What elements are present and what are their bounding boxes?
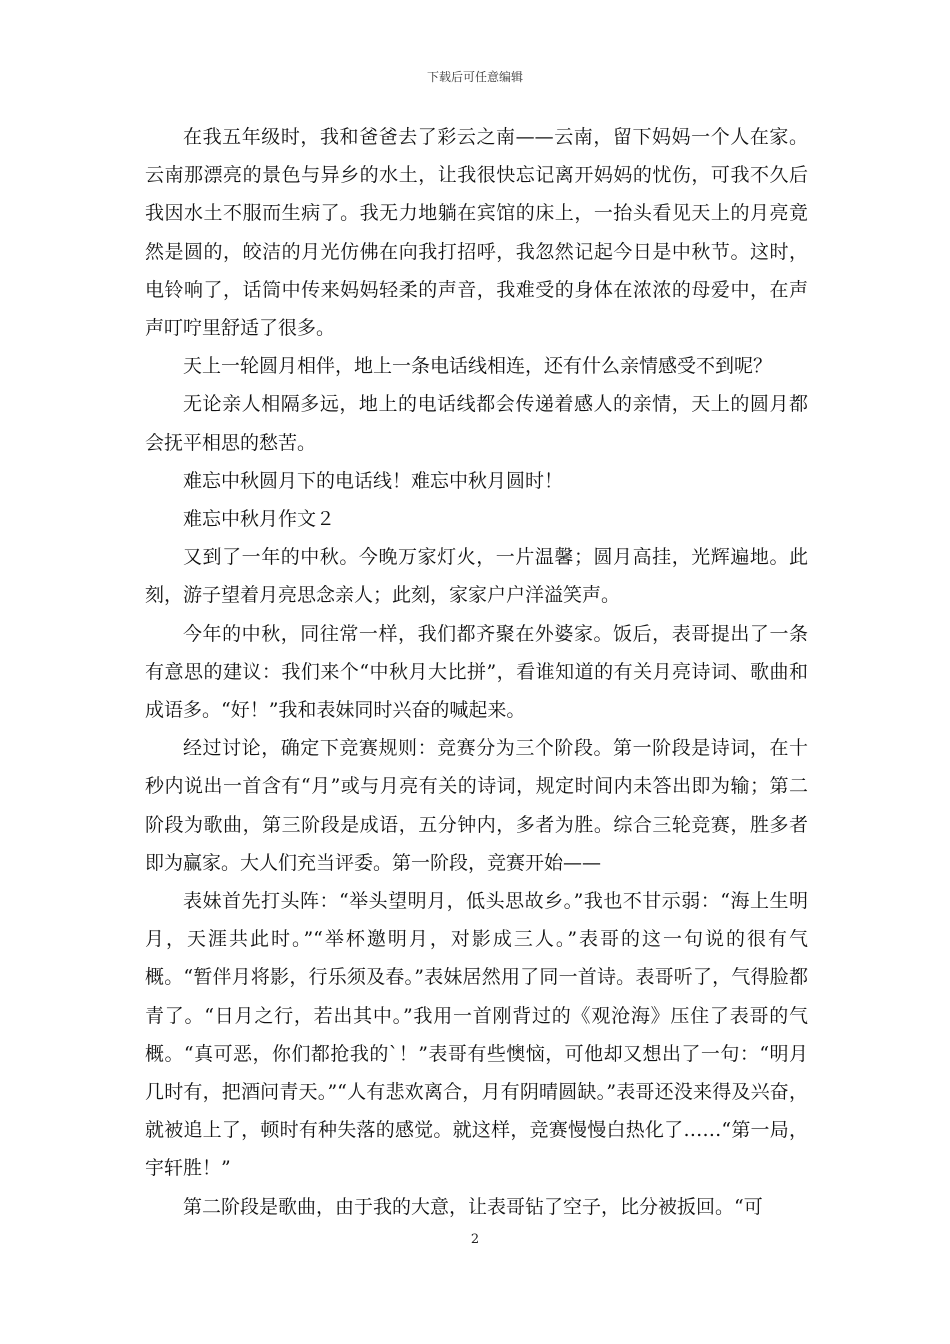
essay-title: 难忘中秋月作文２ bbox=[183, 508, 336, 531]
paragraph: 难忘中秋圆月下的电话线！难忘中秋月圆时！ bbox=[183, 469, 564, 492]
paragraph: 经过讨论，确定下竞赛规则：竞赛分为三个阶段。第一阶段是诗词，在十秒内说出一首含有“月”或与月亮有关的诗词，规定时间内未答出即为输；第二阶段为歌曲，第三阶段是成语，五分钟内，多者为胜。综合三轮竞赛，胜多者即为赢家。大人们充当评委。第一阶段，竞赛开始—— bbox=[145, 737, 808, 874]
paragraph: 表妹首先打头阵：“举头望明月，低头思故乡。”我也不甘示弱：“海上生明月，天涯共此时。”“举杯邀明月，对影成三人。”表哥的这一句说的很有气概。“暂伴月将影，行乐须及春。”表妹居然用了同一首诗。表哥听了，气得脸都青了。“日月之行，若出其中。”我用一首刚背过的《观沧海》压住了表哥的气概。“真可恶，你们都抢我的`！”表哥有些懊恼，可他却又想出了一句：“明月几时有，把酒问青天。”“人有悲欢离合，月有阴晴圆缺。”表哥还没来得及兴奋，就被追上了，顿时有种失落的感觉。就这样，竞赛慢慢白热化了……“第一局，宇轩胜！” bbox=[145, 890, 808, 1180]
paragraph: 天上一轮圆月相伴，地上一条电话线相连，还有什么亲情感受不到呢？ bbox=[183, 355, 773, 378]
page-header: 下载后可任意编辑 bbox=[426, 70, 523, 84]
paragraph: 在我五年级时，我和爸爸去了彩云之南——云南，留下妈妈一个人在家。云南那漂亮的景色与异乡的水土，让我很快忘记离开妈妈的忧伤，可我不久后我因水土不服而生病了。我无力地躺在宾馆的床上，一抬头看见天上的月亮竟然是圆的，皎洁的月光仿佛在向我打招呼，我忽然记起今日是中秋节。这时，电铃响了，话筒中传来妈妈轻柔的声音，我难受的身体在浓浓的母爱中，在声声叮咛里舒适了很多。 bbox=[145, 126, 808, 340]
document-body bbox=[145, 118, 808, 1226]
page-number: 2 bbox=[470, 1232, 480, 1247]
paragraph: 无论亲人相隔多远，地上的电话线都会传递着感人的亲情，天上的圆月都会抚平相思的愁苦。 bbox=[145, 393, 808, 454]
paragraph: 第二阶段是歌曲，由于我的大意，让表哥钻了空子，比分被扳回。“可 bbox=[183, 1195, 763, 1218]
paragraph: 今年的中秋，同往常一样，我们都齐聚在外婆家。饭后，表哥提出了一条有意思的建议：我们来个“中秋月大比拼”，看谁知道的有关月亮诗词、歌曲和成语多。“好！”我和表妹同时兴奋的喊起来。 bbox=[145, 622, 808, 722]
paragraph: 又到了一年的中秋。今晚万家灯火，一片温馨；圆月高挂，光辉遍地。此刻，游子望着月亮思念亲人；此刻，家家户户洋溢笑声。 bbox=[145, 546, 808, 607]
